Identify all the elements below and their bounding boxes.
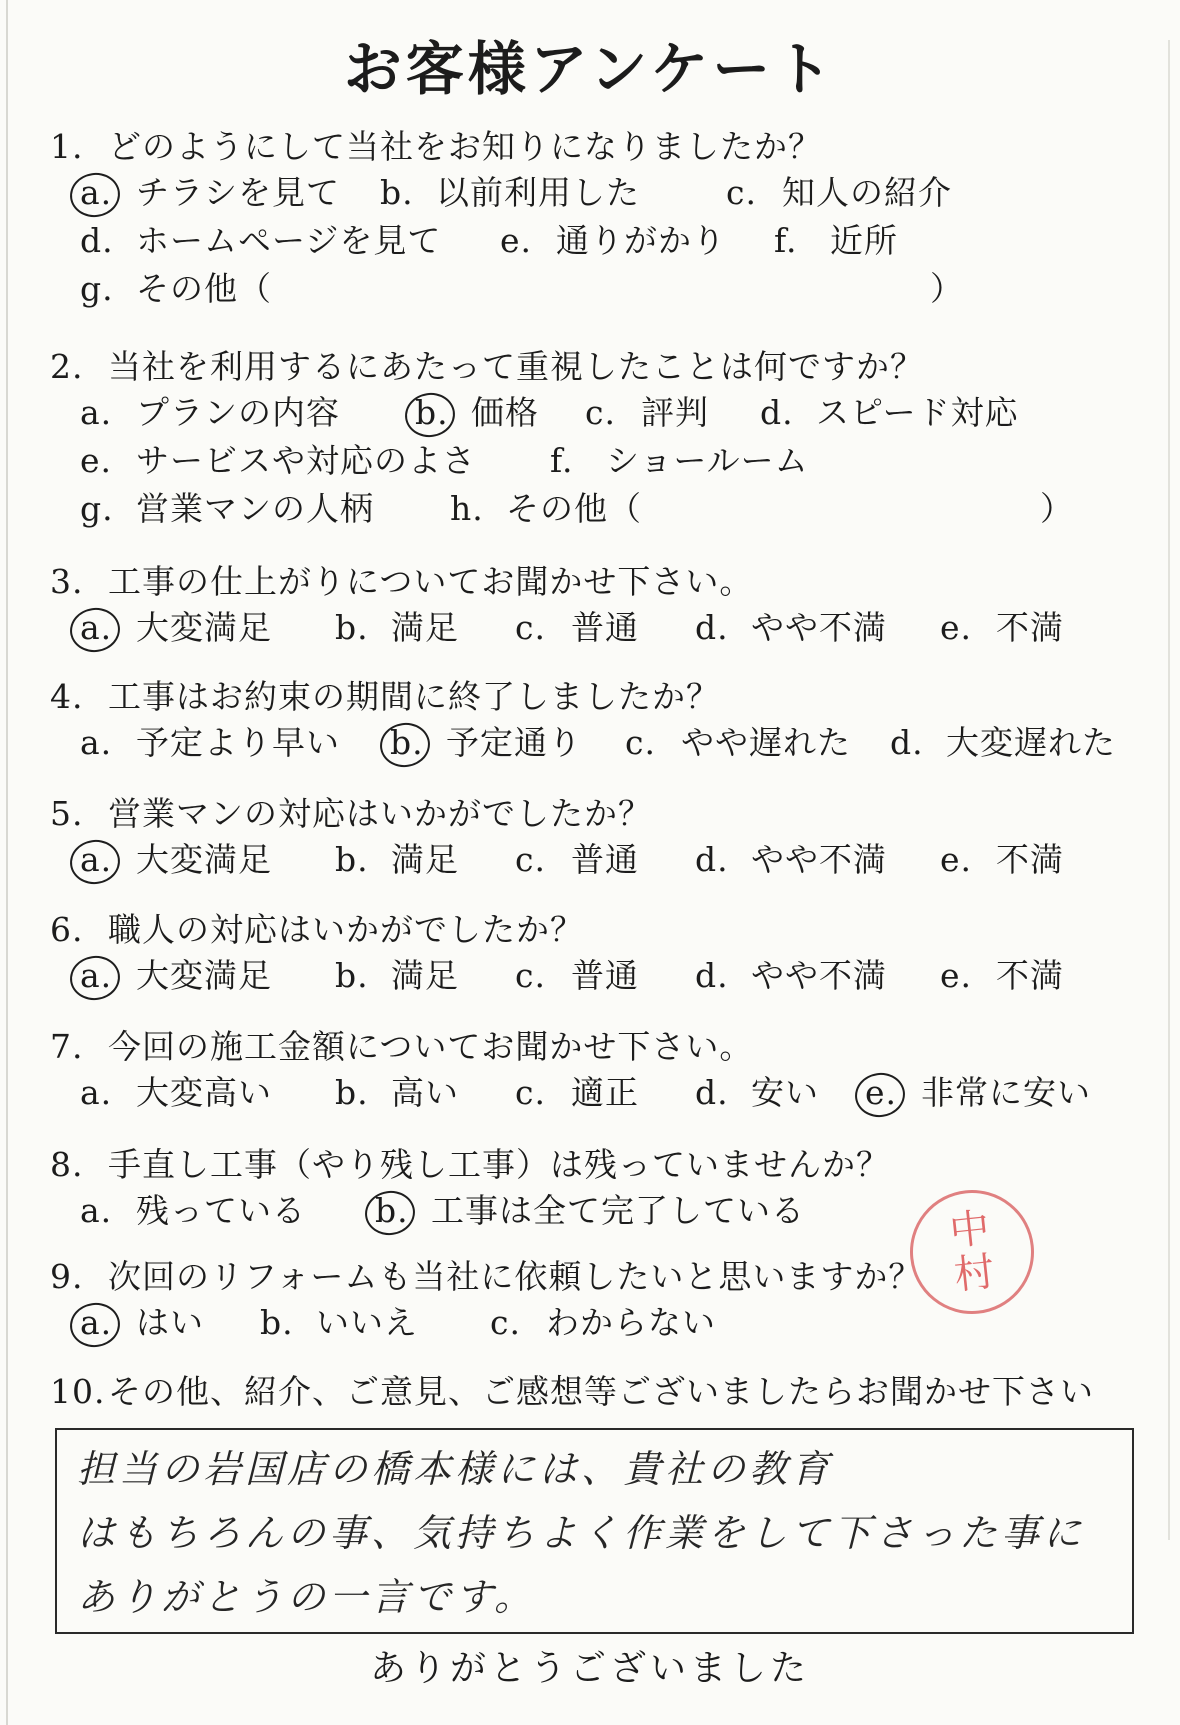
option-3c[interactable]: c. 普通 [515,608,639,647]
option-8a[interactable]: a. 残っている [80,1191,306,1230]
comment-box[interactable] [55,1428,1134,1634]
option-1f[interactable]: f. 近所 [774,221,898,260]
option-3b[interactable]: b. 満足 [335,608,459,647]
option-2f[interactable]: f. ショールーム [550,441,809,480]
question-text: その他、紹介、ご意見、ご感想等ございましたらお聞かせ下さい [108,1372,1094,1411]
question-number: 5. [50,794,84,833]
option-6e[interactable]: e. 不満 [940,956,1064,995]
scan-edge-left [6,0,8,1725]
comment-line-2: はもちろんの事、気持ちよく作業をして下さった事に [77,1511,1086,1555]
paren-close: ） [1040,489,1073,528]
option-6c[interactable]: c. 普通 [515,956,639,995]
question-number: 4. [50,677,84,716]
option-1g[interactable]: g. その他（ [80,269,272,308]
question-text: 職人の対応はいかがでしたか？ [108,910,584,949]
option-2d[interactable]: d. スピード対応 [760,393,1019,432]
question-number: 9. [50,1257,84,1296]
thank-you-text: ありがとうございました [369,1648,810,1689]
question-text: 工事はお約束の期間に終了しましたか？ [108,677,720,716]
comment-line-1: 担当の岩国店の橋本様には、貴社の教育 [77,1447,834,1491]
option-5a[interactable]: a. 大変満足 [80,836,272,884]
option-2b[interactable]: b. 価格 [415,389,539,437]
option-2g[interactable]: g. 営業マンの人柄 [80,489,374,528]
option-9b[interactable]: b. いいえ [260,1303,418,1342]
question-number: 7. [50,1027,84,1066]
option-1a[interactable]: a. チラシを見て [80,169,340,217]
option-1c[interactable]: c. 知人の紹介 [726,173,952,212]
option-5b[interactable]: b. 満足 [335,840,459,879]
option-5e[interactable]: e. 不満 [940,840,1064,879]
question-number: 6. [50,910,84,949]
question-text: 当社を利用するにあたって重視したことは何ですか？ [108,347,924,386]
option-6d[interactable]: d. やや不満 [695,956,887,995]
question-text: 今回の施工金額についてお聞かせ下さい。 [108,1027,754,1066]
option-9a[interactable]: a. はい [80,1299,204,1347]
option-2a[interactable]: a. プランの内容 [80,393,340,432]
page-title: お客様アンケート [343,35,837,103]
question-1 [50,125,1160,313]
option-5d[interactable]: d. やや不満 [695,840,887,879]
paren-close: ） [930,269,963,308]
question-4 [50,675,1160,767]
question-text: 手直し工事（やり残し工事）は残っていませんか？ [108,1145,890,1184]
option-7d[interactable]: d. 安い [695,1073,819,1112]
option-7e[interactable]: e. 非常に安い [865,1069,1091,1117]
option-4d[interactable]: d. 大変遅れた [890,723,1116,762]
question-3 [50,560,1160,652]
option-2h[interactable]: h. その他（ [450,489,642,528]
question-number: 1. [50,127,84,166]
question-5 [50,792,1160,884]
option-9c[interactable]: c. わからない [490,1303,716,1342]
option-3d[interactable]: d. やや不満 [695,608,887,647]
question-number: 10. [50,1372,106,1411]
question-7 [50,1025,1160,1117]
option-2e[interactable]: e. サービスや対応のよさ [80,441,476,480]
option-5c[interactable]: c. 普通 [515,840,639,879]
scan-edge-right [1168,40,1170,1540]
option-1e[interactable]: e. 通りがかり [500,221,726,260]
option-8b[interactable]: b. 工事は全て完了している [375,1187,805,1235]
question-2 [50,345,1160,533]
question-6 [50,908,1160,1000]
option-4c[interactable]: c. やや遅れた [625,723,851,762]
option-4b[interactable]: b. 予定通り [390,719,582,767]
option-4a[interactable]: a. 予定より早い [80,723,340,762]
question-text: どのようにして当社をお知りになりましたか？ [108,127,822,166]
question-number: 3. [50,562,84,601]
option-2c[interactable]: c. 評判 [585,393,709,432]
option-6b[interactable]: b. 満足 [335,956,459,995]
question-text: 工事の仕上がりについてお聞かせ下さい。 [108,562,754,601]
question-text: 次回のリフォームも当社に依頼したいと思いますか？ [108,1257,923,1296]
option-6a[interactable]: a. 大変満足 [80,952,272,1000]
option-1b[interactable]: b. 以前利用した [380,173,640,212]
option-3a[interactable]: a. 大変満足 [80,604,272,652]
question-10 [50,1370,1160,1414]
option-3e[interactable]: e. 不満 [940,608,1064,647]
option-7b[interactable]: b. 高い [335,1073,459,1112]
question-number: 8. [50,1145,84,1184]
comment-line-3: ありがとうの一言です。 [77,1575,536,1619]
question-text: 営業マンの対応はいかがでしたか？ [108,794,652,833]
option-1d[interactable]: d. ホームページを見て [80,221,442,260]
question-number: 2. [50,347,84,386]
hanko-stamp: 中 村 [904,1184,1040,1320]
option-7a[interactable]: a. 大変高い [80,1073,272,1112]
option-7c[interactable]: c. 適正 [515,1073,639,1112]
